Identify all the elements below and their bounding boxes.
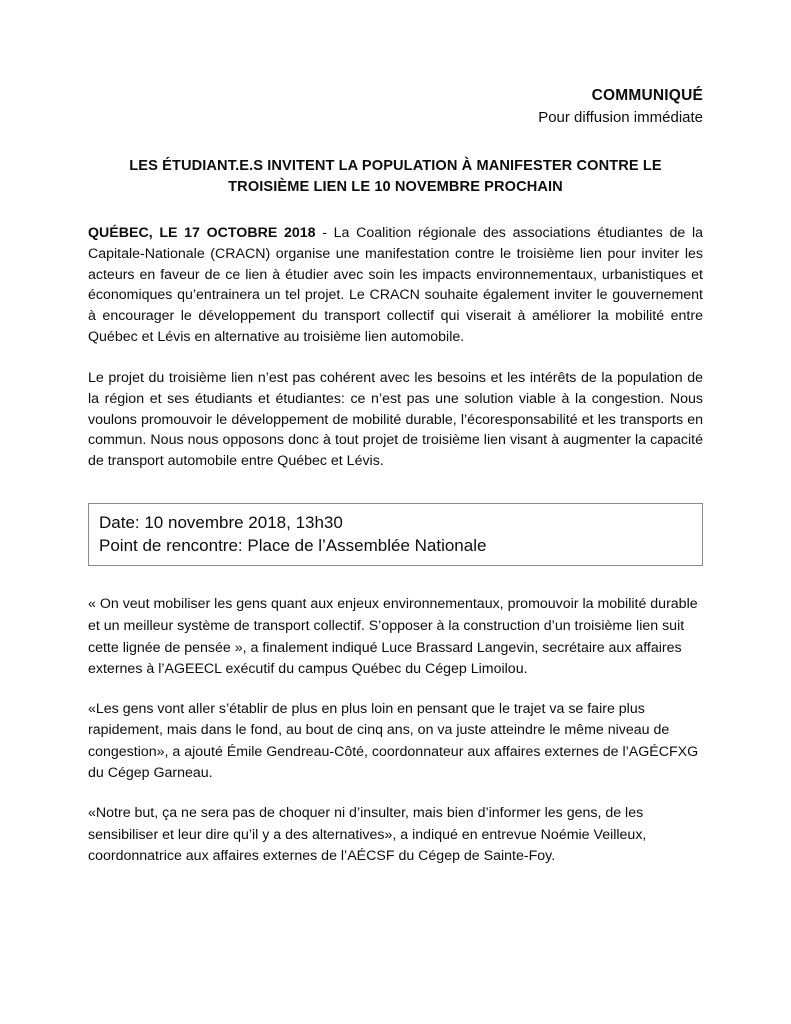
event-date: Date: 10 novembre 2018, 13h30 <box>99 512 343 532</box>
quote-veilleux: «Notre but, ça ne sera pas de choquer ni d’insulter, mais bien d’informer les gens, de les sensibiliser et leur dire qu’il y a des alternatives», a indiqué en entrevue Noémie Veilleux, coordonnatrice aux affaires externes de l’AÉCSF du Cégep de Sainte-Foy. <box>88 805 647 865</box>
document-content <box>88 0 703 868</box>
quote-gendreau-cote: «Les gens vont aller s’établir de plus en plus loin en pensant que le trajet va se faire plus rapidement, mais dans le fond, au bout de cinq ans, on va juste atteindre le même niveau de congestion», a ajouté Émile Gendreau-Côté, coordonnateur aux affaires externes de l’AGÉCFXG du Cégep Garneau. <box>88 700 699 782</box>
paragraph-position: Le projet du troisième lien n’est pas cohérent avec les besoins et les intérêts de la population de la région et ses étudiants et étudiantes: ce n’est pas une solution viable à la congestion. Nous voulons promouvoir le développement de mobilité durable, l’écoresponsabilité et les transports en commun. Nous nous opposons donc à tout projet de troisième lien visant à augmenter la capacité de transport automobile entre Québec et Lévis. <box>88 370 703 469</box>
dateline: QUÉBEC, LE 17 OCTOBRE 2018 <box>88 225 316 242</box>
document-header <box>88 0 703 128</box>
quotes-section <box>88 594 703 867</box>
paragraph-intro <box>88 223 703 347</box>
quote-brassard-langevin: « On veut mobiliser les gens quant aux enjeux environnementaux, promouvoir la mobilité durable et un meilleur système de transport collectif. S’opposer à la construction d’un troisième lien suit cette lignée de pensée », a finalement indiqué Luce Brassard Langevin, secrétaire aux affaires externes à l’AGEECL exécutif du campus Québec du Cégep Limoilou. <box>88 596 698 678</box>
communique-label: COMMUNIQUÉ <box>591 87 703 104</box>
event-details-box <box>88 503 703 567</box>
page-title-line-2: LIEN LE 10 NOVEMBRE PROCHAIN <box>313 178 563 195</box>
paragraph-intro-text: - La Coalition régionale des associations étudiantes de la Capitale-Nationale (CRACN) organise une manifestation contre le troisième lien pour inviter les acteurs en faveur de ce lien à étudier avec soin les impacts environnementaux, urbanistiques et économiques qu’entrainera un tel projet. Le CRACN souhaite également inviter le gouvernement à encourager le développement du transport collectif qui viserait à améliorer la mobilité entre Québec et Lévis en alternative au troisième lien automobile. <box>88 225 703 345</box>
page-title-line-1: LES ÉTUDIANT.E.S INVITENT LA POPULATION À MANIFESTER CONTRE LE TROISIÈME <box>129 157 662 195</box>
page-title <box>88 156 703 197</box>
event-location: Point de rencontre: Place de l’Assemblée Nationale <box>99 535 487 555</box>
release-notice: Pour diffusion immédiate <box>538 108 703 126</box>
